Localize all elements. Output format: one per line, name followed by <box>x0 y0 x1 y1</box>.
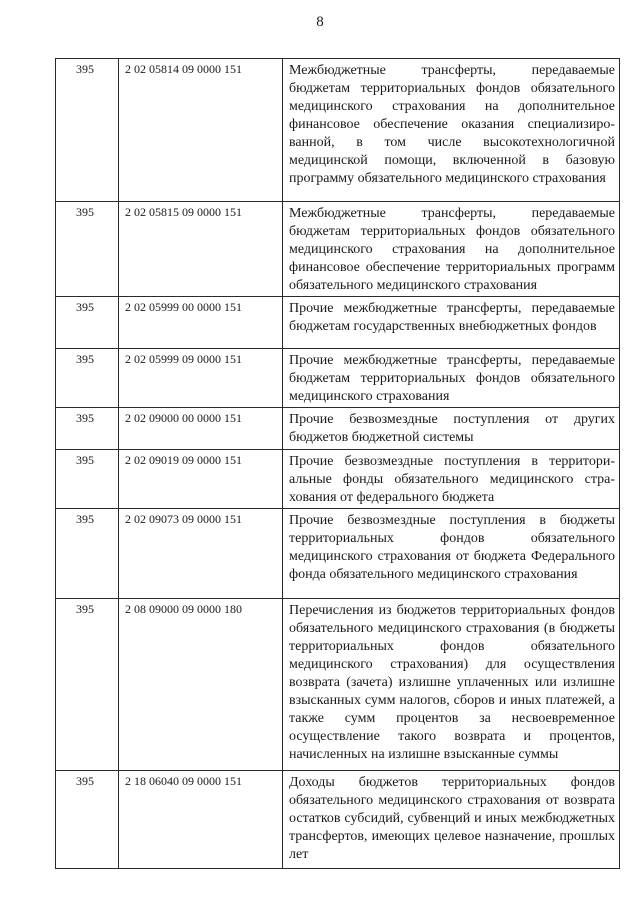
admin-code-cell: 395 <box>56 408 119 450</box>
description-cell: Доходы бюджетов территориальных фондов обязательного медицинского страхования от возврата остатков субсидий, субвенций и иных межбюджетных трансфертов, имеющих целевое назначение, прошлых лет <box>283 771 620 869</box>
budget-code-cell: 2 18 06040 09 0000 151 <box>119 771 283 869</box>
page-number: 8 <box>316 14 324 30</box>
description-cell: Перечисления из бюджетов территориальных фондов обязательного медицинского страхования (в бюджеты территориальных фондов обязательного медицинского страхования) для осуществления возврата (зачета) излишне уплаченных или излишне взысканных сумм налогов, сборов и иных платежей, а также сумм процентов за несвоевременное осуществление такого возврата и процентов, начисленных на излишне взысканные суммы <box>283 599 620 771</box>
description-cell: Межбюджетные трансферты, передаваемые бюджетам территориальных фондов обязательного медицинского страхования на дополнительное финансовое обеспечение оказания специализированной, в том числе высокотехнологичной медицинской помощи, включенной в базовую программу обязательного медицинского страхования <box>283 59 620 202</box>
budget-code-cell: 2 02 09073 09 0000 151 <box>119 509 283 599</box>
budget-code-cell: 2 02 05815 09 0000 151 <box>119 202 283 297</box>
table-row <box>56 509 620 599</box>
description-cell: Прочие безвозмездные поступления от других бюджетов бюджетной системы <box>283 408 620 450</box>
description-cell: Межбюджетные трансферты, передаваемые бюджетам территориальных фондов обязательного медицинского страхования на дополнительное финансовое обеспечение территориальных программ обязательного медицинского страхования <box>283 202 620 297</box>
admin-code-cell: 395 <box>56 771 119 869</box>
description-cell: Прочие межбюджетные трансферты, передаваемые бюджетам территориальных фондов обязательного медицинского страхования <box>283 349 620 408</box>
admin-code-cell: 395 <box>56 509 119 599</box>
budget-code-cell: 2 08 09000 09 0000 180 <box>119 599 283 771</box>
budget-code-cell: 2 02 05814 09 0000 151 <box>119 59 283 202</box>
budget-code-cell: 2 02 09019 09 0000 151 <box>119 450 283 509</box>
description-cell: Прочие безвозмездные поступления в бюджеты территориальных фондов обязательного медицинского страхования от бюджета Федерального фонда обязательного медицинского страхования <box>283 509 620 599</box>
admin-code-cell: 395 <box>56 599 119 771</box>
budget-code-cell: 2 02 05999 09 0000 151 <box>119 349 283 408</box>
admin-code-cell: 395 <box>56 349 119 408</box>
table-row <box>56 349 620 408</box>
admin-code-cell: 395 <box>56 450 119 509</box>
table-row <box>56 771 620 869</box>
table-row <box>56 202 620 297</box>
table-row <box>56 297 620 349</box>
description-cell: Прочие межбюджетные трансферты, передаваемые бюджетам государственных внебюджетных фондов <box>283 297 620 349</box>
budget-code-cell: 2 02 05999 00 0000 151 <box>119 297 283 349</box>
admin-code-cell: 395 <box>56 59 119 202</box>
table-row <box>56 408 620 450</box>
description-cell: Прочие безвозмездные поступления в территориальные фонды обязательного медицинского страхования от федерального бюджета <box>283 450 620 509</box>
table-row <box>56 59 620 202</box>
budget-codes-table <box>55 58 620 869</box>
table-row <box>56 599 620 771</box>
table-row <box>56 450 620 509</box>
admin-code-cell: 395 <box>56 297 119 349</box>
budget-code-cell: 2 02 09000 00 0000 151 <box>119 408 283 450</box>
admin-code-cell: 395 <box>56 202 119 297</box>
